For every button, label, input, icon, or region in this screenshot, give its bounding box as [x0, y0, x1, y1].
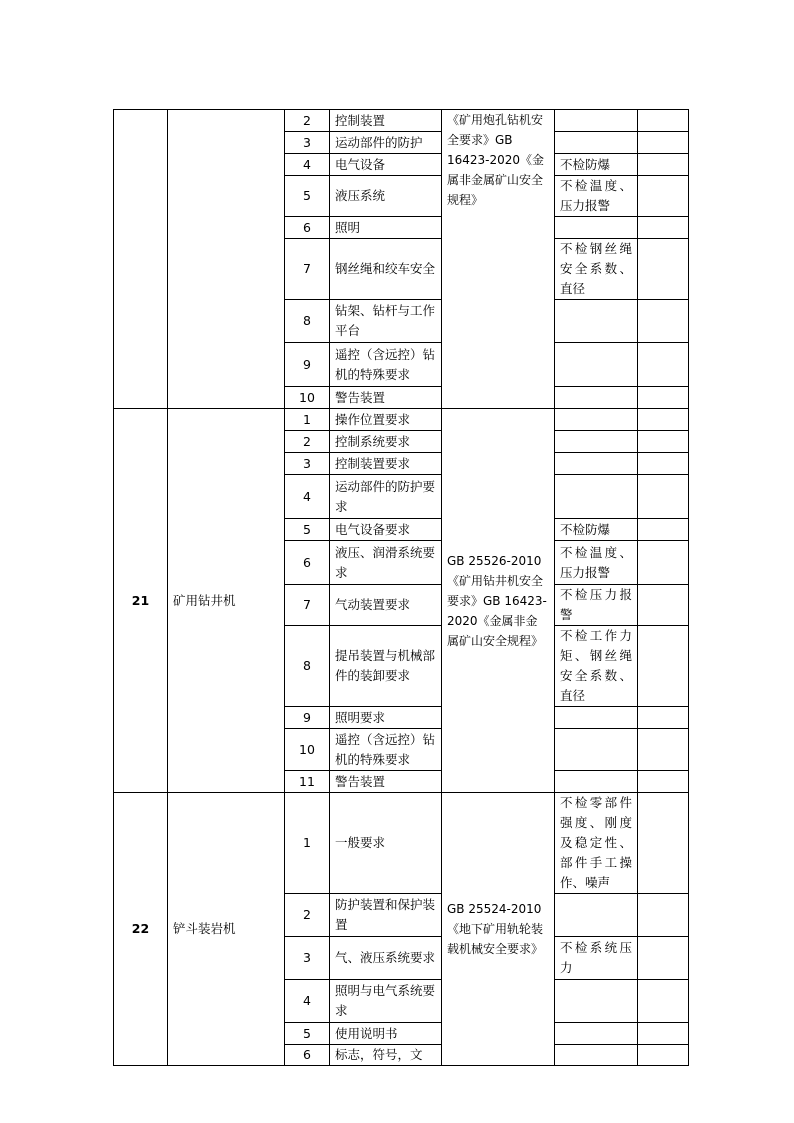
item-index: 3 [285, 937, 330, 980]
exclusion-note: 不检温度、压力报警 [555, 176, 638, 217]
blank-cell [638, 132, 689, 154]
exclusion-note [555, 431, 638, 453]
blank-cell [638, 980, 689, 1023]
inspection-item: 警告装置 [330, 771, 442, 793]
exclusion-note [555, 475, 638, 519]
inspection-item: 液压系统 [330, 176, 442, 217]
equipment-number: 21 [114, 409, 168, 793]
item-index: 3 [285, 132, 330, 154]
inspection-item: 遥控（含远控）钻机的特殊要求 [330, 343, 442, 387]
table-row [114, 110, 689, 132]
blank-cell [638, 343, 689, 387]
equipment-name: 铲斗装岩机 [168, 793, 285, 1066]
inspection-item: 控制装置要求 [330, 453, 442, 475]
inspection-item: 照明与电气系统要求 [330, 980, 442, 1023]
reference-standard: GB 25524-2010《地下矿用轨轮装载机械安全要求》 [442, 793, 555, 1066]
inspection-item: 气、液压系统要求 [330, 937, 442, 980]
inspection-item: 运动部件的防护要求 [330, 475, 442, 519]
inspection-item: 标志，符号，文 [330, 1045, 442, 1066]
blank-cell [638, 110, 689, 132]
exclusion-note [555, 894, 638, 937]
blank-cell [638, 300, 689, 343]
exclusion-note [555, 132, 638, 154]
item-index: 1 [285, 793, 330, 894]
item-index: 10 [285, 387, 330, 409]
blank-cell [638, 475, 689, 519]
blank-cell [638, 626, 689, 707]
exclusion-note [555, 110, 638, 132]
exclusion-note: 不检温度、压力报警 [555, 541, 638, 585]
inspection-item: 控制系统要求 [330, 431, 442, 453]
equipment-number [114, 110, 168, 409]
blank-cell [638, 1045, 689, 1066]
exclusion-note [555, 707, 638, 729]
item-index: 7 [285, 239, 330, 300]
item-index: 5 [285, 519, 330, 541]
item-index: 1 [285, 409, 330, 431]
inspection-item: 液压、润滑系统要求 [330, 541, 442, 585]
item-index: 2 [285, 110, 330, 132]
blank-cell [638, 239, 689, 300]
exclusion-note: 不检压力报警 [555, 585, 638, 626]
inspection-item: 照明 [330, 217, 442, 239]
inspection-item: 运动部件的防护 [330, 132, 442, 154]
inspection-item: 提吊装置与机械部件的装卸要求 [330, 626, 442, 707]
blank-cell [638, 217, 689, 239]
item-index: 4 [285, 980, 330, 1023]
blank-cell [638, 431, 689, 453]
inspection-item: 操作位置要求 [330, 409, 442, 431]
exclusion-note [555, 300, 638, 343]
blank-cell [638, 541, 689, 585]
blank-cell [638, 937, 689, 980]
item-index: 3 [285, 453, 330, 475]
reference-standard: 《矿用炮孔钻机安全要求》GB 16423-2020《金属非金属矿山安全规程》 [442, 110, 555, 409]
item-index: 7 [285, 585, 330, 626]
blank-cell [638, 894, 689, 937]
inspection-item: 警告装置 [330, 387, 442, 409]
blank-cell [638, 409, 689, 431]
reference-standard: GB 25526-2010《矿用钻井机安全要求》GB 16423-2020《金属非金属矿山安全规程》 [442, 409, 555, 793]
exclusion-note [555, 453, 638, 475]
blank-cell [638, 707, 689, 729]
inspection-item: 钢丝绳和绞车安全 [330, 239, 442, 300]
item-index: 4 [285, 475, 330, 519]
inspection-item: 使用说明书 [330, 1023, 442, 1045]
blank-cell [638, 771, 689, 793]
blank-cell [638, 176, 689, 217]
inspection-item: 电气设备要求 [330, 519, 442, 541]
item-index: 8 [285, 300, 330, 343]
item-index: 6 [285, 1045, 330, 1066]
item-index: 10 [285, 729, 330, 771]
equipment-name: 矿用钻井机 [168, 409, 285, 793]
exclusion-note: 不检钢丝绳安全系数、直径 [555, 239, 638, 300]
inspection-item: 气动装置要求 [330, 585, 442, 626]
inspection-item: 防护装置和保护装置 [330, 894, 442, 937]
exclusion-note: 不检防爆 [555, 519, 638, 541]
exclusion-note [555, 729, 638, 771]
inspection-spec-table [113, 109, 689, 1066]
inspection-item: 电气设备 [330, 154, 442, 176]
inspection-item: 遥控（含远控）钻机的特殊要求 [330, 729, 442, 771]
item-index: 4 [285, 154, 330, 176]
table-row [114, 793, 689, 894]
exclusion-note: 不检防爆 [555, 154, 638, 176]
blank-cell [638, 1023, 689, 1045]
exclusion-note [555, 1045, 638, 1066]
blank-cell [638, 387, 689, 409]
item-index: 5 [285, 1023, 330, 1045]
item-index: 11 [285, 771, 330, 793]
blank-cell [638, 519, 689, 541]
exclusion-note [555, 1023, 638, 1045]
item-index: 9 [285, 343, 330, 387]
equipment-name [168, 110, 285, 409]
blank-cell [638, 793, 689, 894]
item-index: 5 [285, 176, 330, 217]
exclusion-note: 不检工作力矩、钢丝绳安全系数、直径 [555, 626, 638, 707]
exclusion-note [555, 980, 638, 1023]
item-index: 2 [285, 431, 330, 453]
inspection-item: 钻架、钻杆与工作平台 [330, 300, 442, 343]
exclusion-note: 不检系统压力 [555, 937, 638, 980]
inspection-item: 照明要求 [330, 707, 442, 729]
blank-cell [638, 585, 689, 626]
blank-cell [638, 729, 689, 771]
blank-cell [638, 154, 689, 176]
exclusion-note [555, 343, 638, 387]
equipment-number: 22 [114, 793, 168, 1066]
exclusion-note [555, 409, 638, 431]
exclusion-note: 不检零部件强度、刚度及稳定性、部件手工操作、噪声 [555, 793, 638, 894]
item-index: 2 [285, 894, 330, 937]
inspection-item: 一般要求 [330, 793, 442, 894]
exclusion-note [555, 217, 638, 239]
item-index: 6 [285, 217, 330, 239]
item-index: 8 [285, 626, 330, 707]
exclusion-note [555, 387, 638, 409]
inspection-item: 控制装置 [330, 110, 442, 132]
blank-cell [638, 453, 689, 475]
exclusion-note [555, 771, 638, 793]
item-index: 9 [285, 707, 330, 729]
table-row [114, 409, 689, 431]
item-index: 6 [285, 541, 330, 585]
